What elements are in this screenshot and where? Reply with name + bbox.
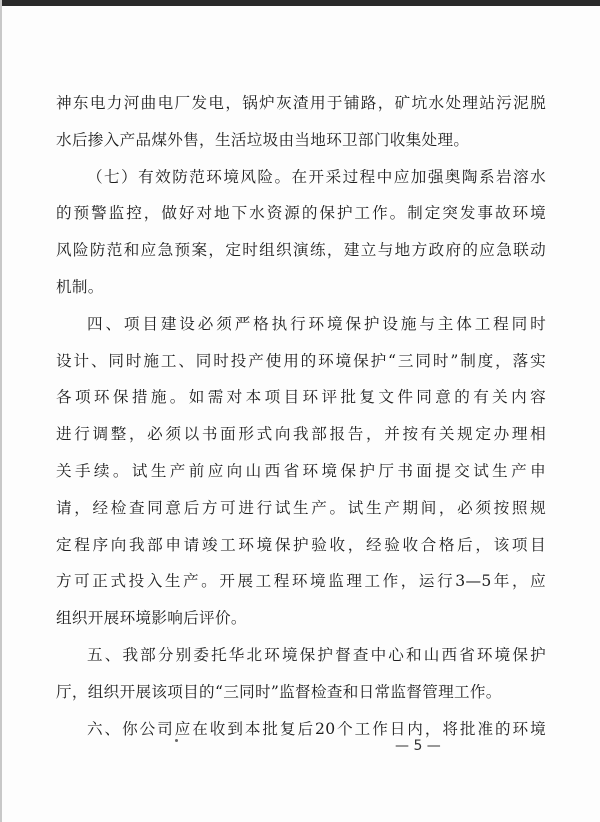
text-line: 神东电力河曲电厂发电，锅炉灰渣用于铺路，矿坑水处理站污泥脱 [56,94,546,112]
page-number: — 5 — [395,738,441,754]
text-line: 水后掺入产品煤外售，生活垃圾由当地环卫部门收集处理。 [56,130,470,149]
text-line: 方可正式投入生产。开展工程环境监理工作，运行3—5年，应 [56,572,546,591]
text-line: 组织开展环境影响后评价。 [56,609,247,628]
scan-left-edge [0,0,2,822]
text-line: 定程序向我部申请竣工环境保护验收，经验收合格后，该项目 [56,535,546,554]
text-line: 请，经检查同意后方可进行试生产。试生产期间，必须按照规 [56,498,546,517]
scan-top-edge [0,0,600,6]
text-line: 厅，组织开展该项目的“三同时”监督检查和日常监督管理工作。 [56,682,502,701]
text-line: （七）有效防范环境风险。在开采过程中应加强奥陶系岩溶水 [87,167,546,186]
text-line: 机制。 [56,277,104,296]
text-line: 关手续。试生产前应向山西省环境保护厅书面提交试生产申 [56,461,546,480]
scan-speck [175,739,178,742]
text-line: 六、你公司应在收到本批复后20个工作日内，将批准的环境 [87,719,546,738]
text-line: 五、我部分别委托华北环境保护督查中心和山西省环境保护 [87,645,546,664]
document-body [56,85,546,747]
text-line: 四、项目建设必须严格执行环境保护设施与主体工程同时 [87,314,546,333]
text-line: 进行调整，必须以书面形式向我部报告，并按有关规定办理相 [56,425,546,444]
text-line: 设计、同时施工、同时投产使用的环境保护“三同时”制度，落实 [56,351,546,370]
text-line: 的预警监控，做好对地下水资源的保护工作。制定突发事故环境 [56,204,546,223]
text-line: 各项环保措施。如需对本项目环评批复文件同意的有关内容 [56,388,546,407]
text-line: 风险防范和应急预案，定时组织演练，建立与地方政府的应急联动 [56,241,546,260]
